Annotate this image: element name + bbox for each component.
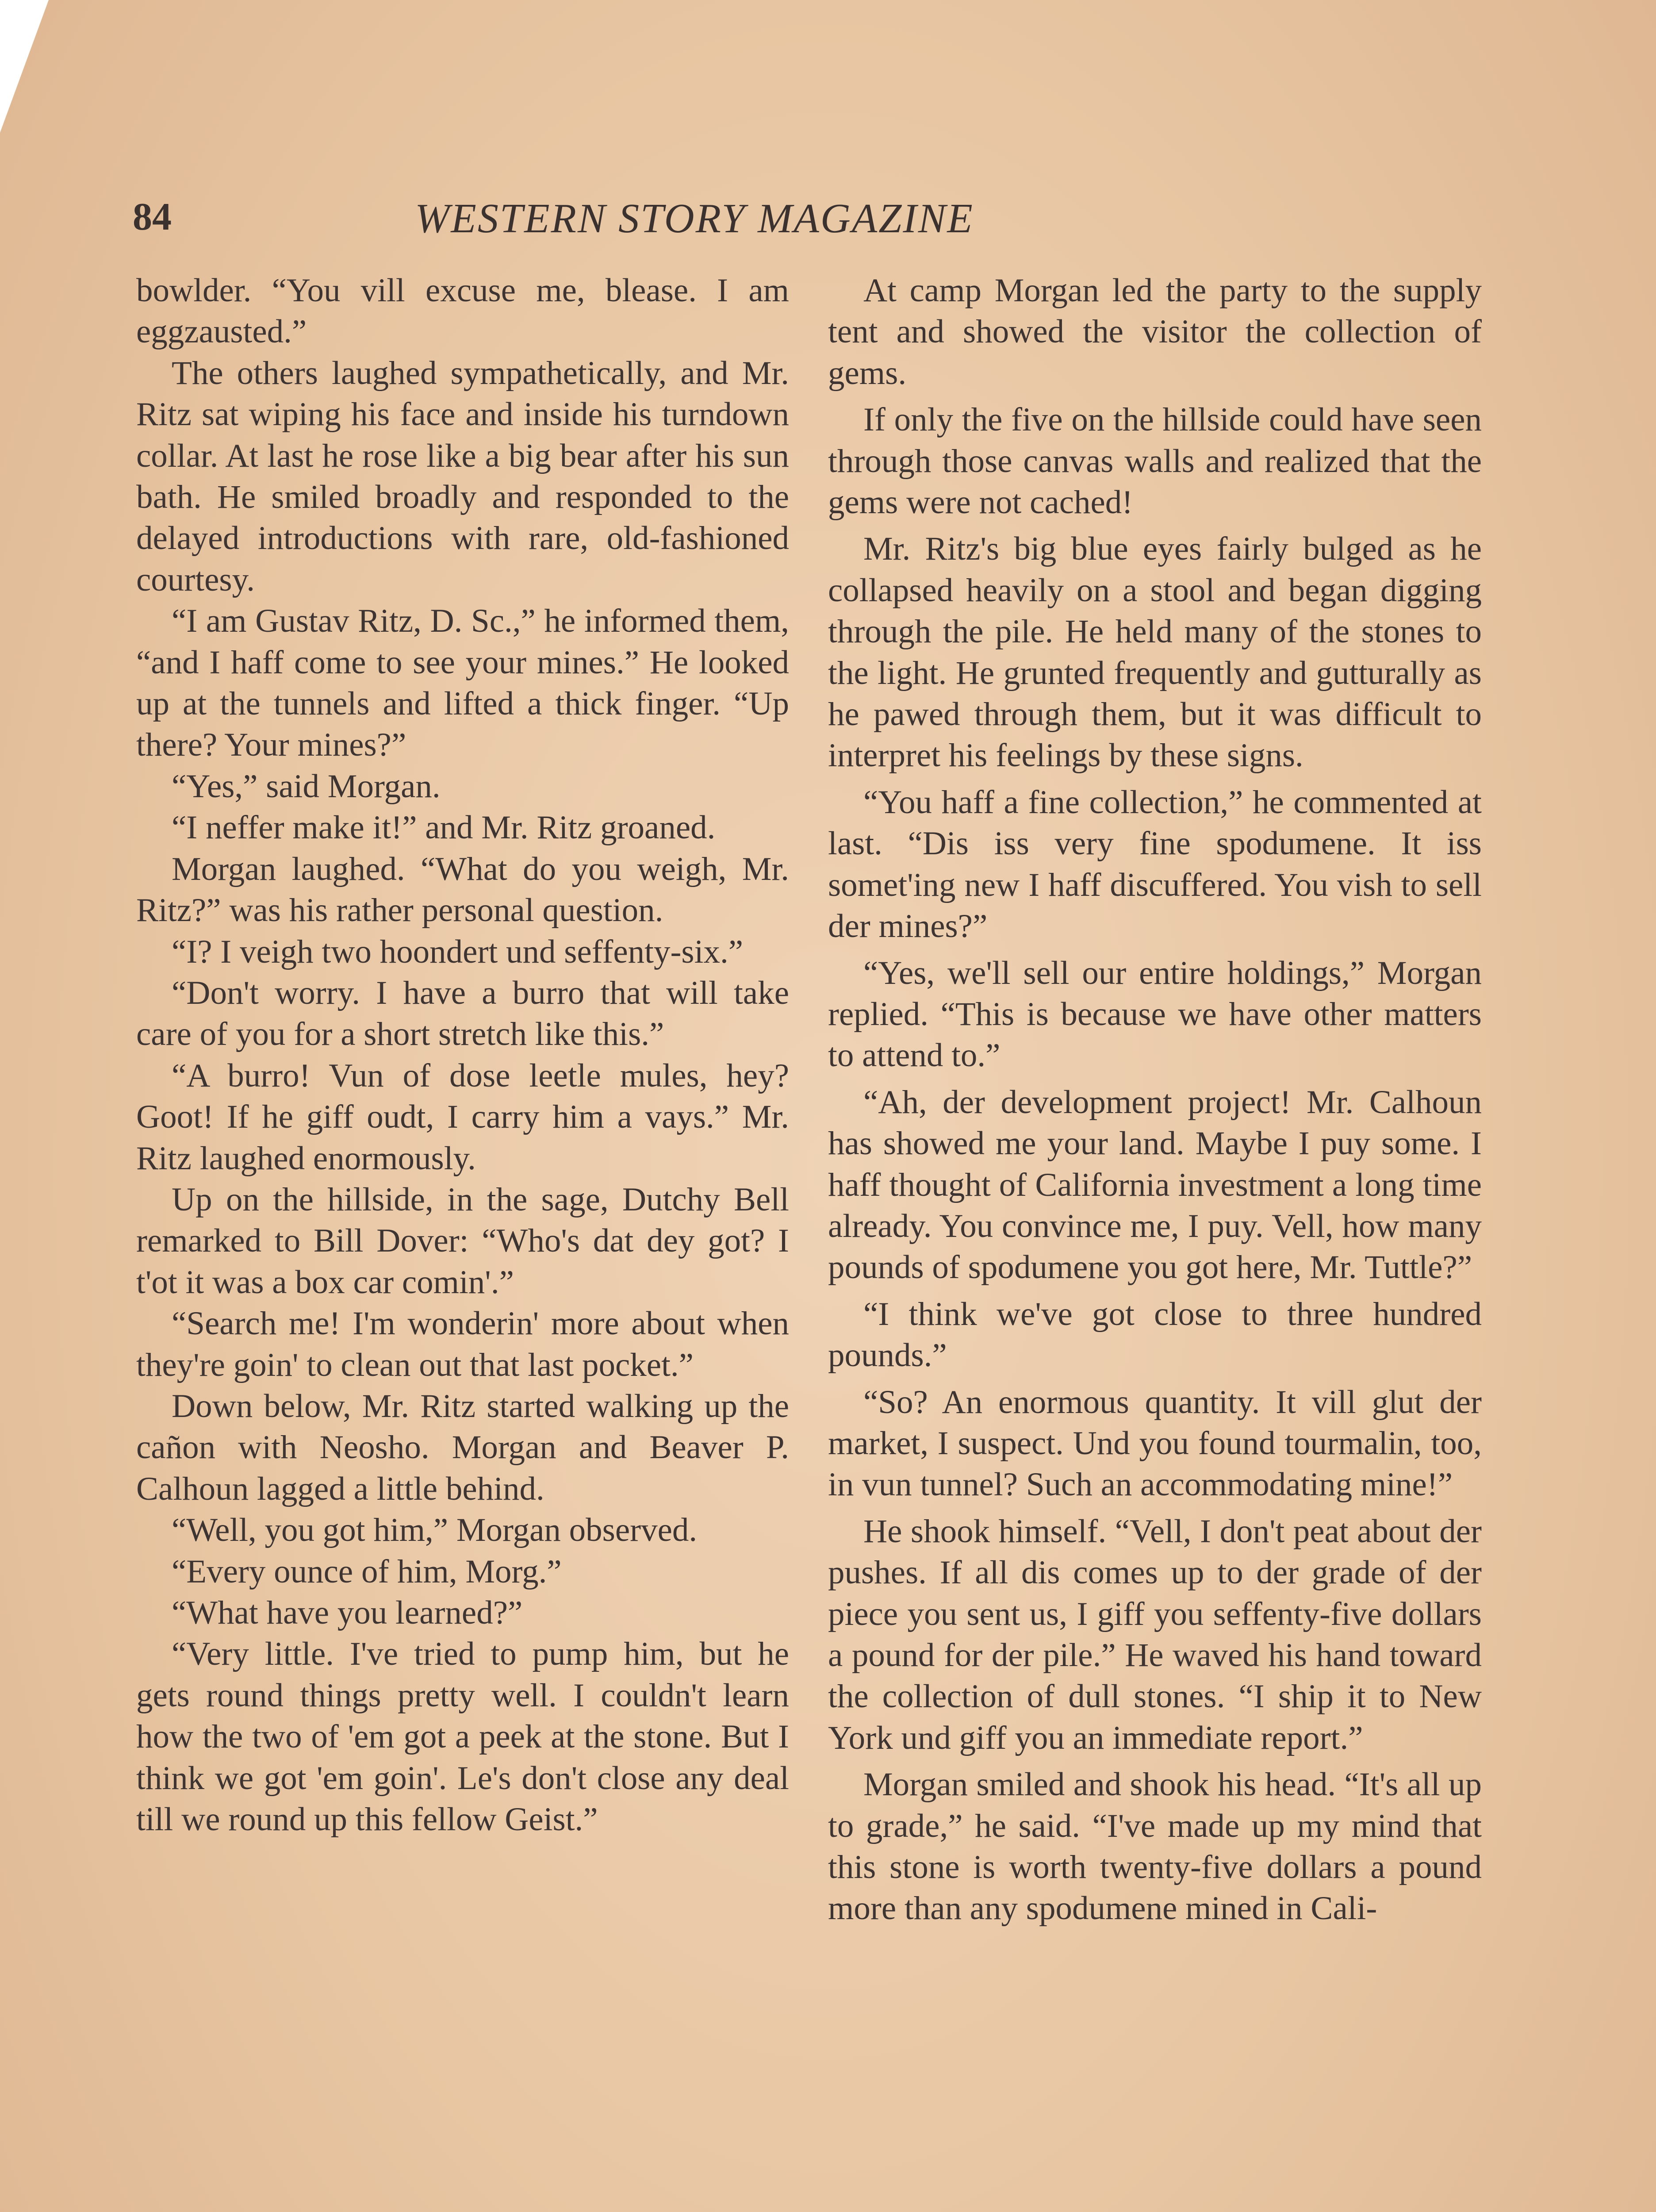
paragraph: Morgan laughed. “What do you weigh, Mr. Ritz?” was his rather personal question. xyxy=(136,850,789,929)
page-number: 84 xyxy=(133,196,172,238)
paragraph: “Yes, we'll sell our entire holdings,” Morgan replied. “This is because we have other matters to attend to.” xyxy=(828,954,1482,1074)
paragraph: bowlder. “You vill excuse me, blease. I am eggzausted.” xyxy=(136,272,789,350)
paragraph: “A burro! Vun of dose leetle mules, hey? Goot! If he giff oudt, I carry him a vays.” Mr. Ritz laughed enormously. xyxy=(136,1057,789,1177)
paragraph: Up on the hillside, in the sage, Dutchy Bell remarked to Bill Dover: “Who's dat dey got? I t'ot it was a box car comin'.” xyxy=(136,1181,789,1301)
running-title: WESTERN STORY MAGAZINE xyxy=(415,196,974,242)
paragraph: “So? An enormous quantity. It vill glut der market, I suspect. Und you found tourmalin, too, in vun tunnel? Such an accommodating mine!” xyxy=(828,1383,1482,1503)
paragraph: “Very little. I've tried to pump him, but he gets round things pretty well. I couldn't learn how the two of 'em got a peek at the stone. But I think we got 'em goin'. Le's don't close any deal till we round up this fellow Geist.” xyxy=(136,1636,789,1838)
paragraph: “Don't worry. I have a burro that will take care of you for a short stretch like this.” xyxy=(136,974,789,1053)
page-header xyxy=(133,186,1115,243)
paragraph: Mr. Ritz's big blue eyes fairly bulged as he collapsed heavily on a stool and began digging through the pile. He held many of the stones to the light. He grunted frequently and gutturally as he pawed through them, but it was difficult to interpret his feelings by these signs. xyxy=(828,530,1482,774)
paragraph: “Ah, der development project! Mr. Calhoun has showed me your land. Maybe I puy some. I haff thought of California investment a long time already. You convince me, I puy. Vell, how many pounds of spodumene you got here, Mr. Tuttle?” xyxy=(828,1083,1482,1286)
right-text-column xyxy=(828,270,1482,2212)
paragraph: He shook himself. “Vell, I don't peat about der pushes. If all dis comes up to der grade of der piece you sent us, I giff you seffenty-five dollars a pound for der pile.” He waved his hand toward the collection of dull stones. “I ship it to New York und giff you an immediate report.” xyxy=(828,1513,1482,1756)
paragraph: “I think we've got close to three hundred pounds.” xyxy=(828,1295,1482,1374)
paragraph: The others laughed sympathetically, and Mr. Ritz sat wiping his face and inside his turndown collar. At last he rose like a big bear after his sun bath. He smiled broadly and responded to the delayed introductions with rare, old-fashioned courtesy. xyxy=(136,354,789,598)
paragraph: “Well, you got him,” Morgan observed. xyxy=(172,1512,698,1549)
paragraph: “I? I veigh two hoondert und seffenty-six.” xyxy=(172,933,743,970)
paragraph: “You haff a fine collection,” he commented at last. “Dis iss very fine spodumene. It iss somet'ing new I haff discuffered. You vish to sell der mines?” xyxy=(828,783,1482,945)
paragraph: At camp Morgan led the party to the supply tent and showed the visitor the collection of gems. xyxy=(828,272,1482,392)
paragraph: “I neffer make it!” and Mr. Ritz groaned. xyxy=(172,809,716,846)
paragraph: “Search me! I'm wonderin' more about when they're goin' to clean out that last pocket.” xyxy=(136,1305,789,1383)
paragraph: “I am Gustav Ritz, D. Sc.,” he informed them, “and I haff come to see your mines.” He looked up at the tunnels and lifted a thick finger. “Up there? Your mines?” xyxy=(136,603,789,764)
paragraph: “Yes,” said Morgan. xyxy=(172,768,441,805)
paragraph: Down below, Mr. Ritz started walking up the cañon with Neosho. Morgan and Beaver P. Calhoun lagged a little behind. xyxy=(136,1387,789,1507)
paragraph: If only the five on the hillside could have seen through those canvas walls and realized that the gems were not cached! xyxy=(828,401,1482,521)
torn-page-corner xyxy=(0,0,49,133)
paragraph: “Every ounce of him, Morg.” xyxy=(172,1553,562,1590)
paragraph: Morgan smiled and shook his head. “It's all up to grade,” he said. “I've made up my mind that this stone is worth twenty-five dollars a pound more than any spodumene mined in Cali- xyxy=(828,1766,1482,1927)
paragraph: “What have you learned?” xyxy=(172,1594,523,1631)
left-text-column xyxy=(136,270,789,2212)
